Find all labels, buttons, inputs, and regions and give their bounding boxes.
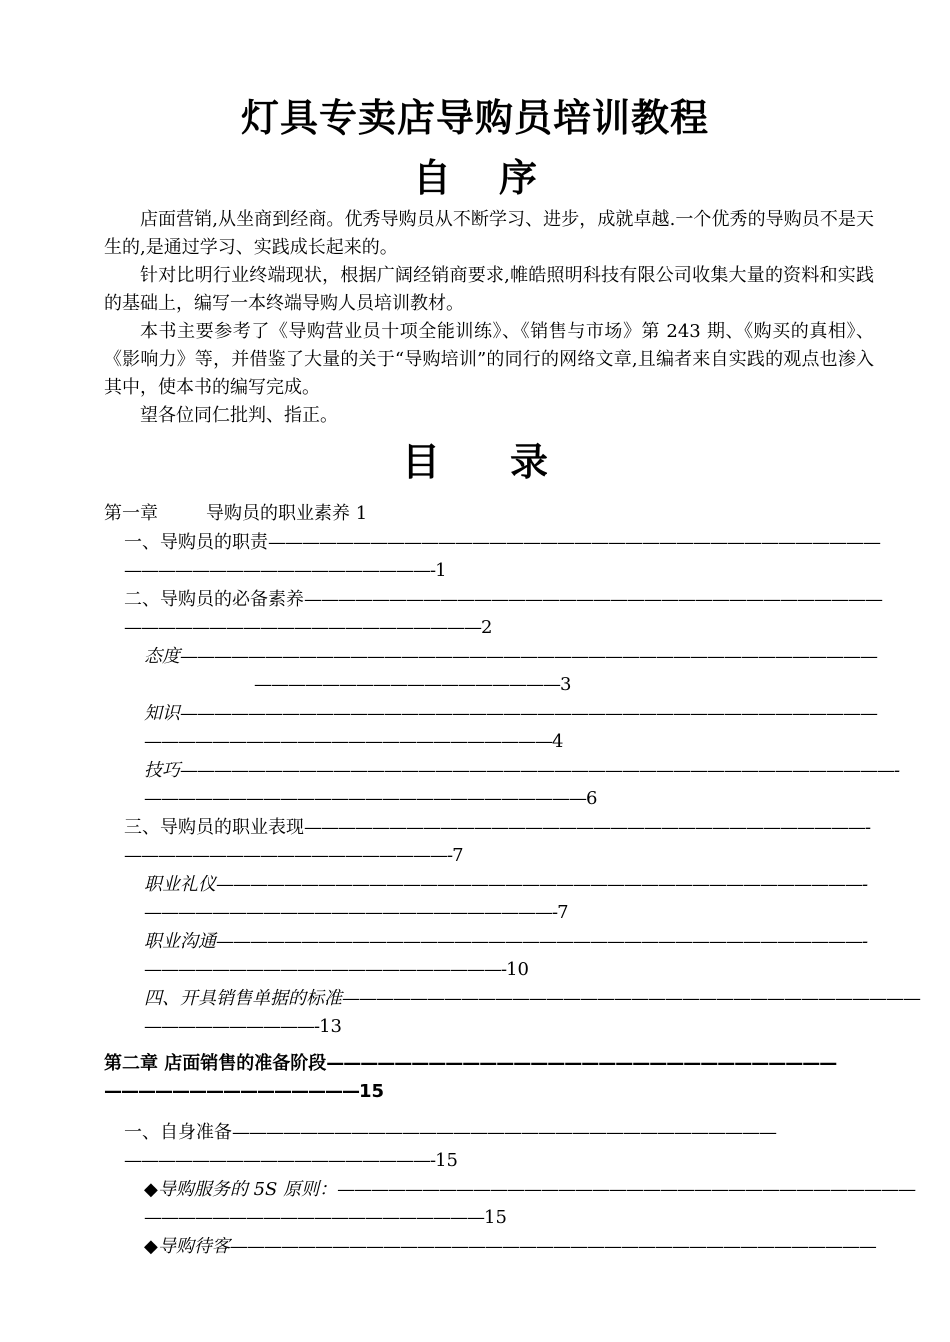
toc-entry-title: 一、导购员的职责 bbox=[124, 531, 268, 553]
leader-dashes: ————————————————————— bbox=[124, 617, 481, 638]
toc-entry-cont bbox=[104, 956, 884, 985]
leader-dashes: —————————————————————————————————————— bbox=[229, 1235, 876, 1257]
toc-entry[interactable] bbox=[104, 700, 884, 729]
toc-entry-title: 知识 bbox=[144, 702, 180, 724]
preface-heading-char-2: 序 bbox=[499, 156, 538, 200]
toc-entry[interactable] bbox=[104, 985, 920, 1014]
toc-page-number: 6 bbox=[586, 788, 598, 809]
leader-dashes: ———————————————————- bbox=[124, 845, 453, 866]
leader-dashes: —————————————————— bbox=[254, 674, 560, 695]
toc-entry-cont bbox=[104, 1078, 884, 1107]
leader-dashes: ————————————————————————————————————————— bbox=[180, 702, 877, 724]
toc-page-number: 4 bbox=[552, 731, 564, 752]
toc-entry-title: 四、开具销售单据的标准 bbox=[144, 987, 342, 1009]
preface-heading-char-1: 自 bbox=[412, 156, 451, 200]
toc-entry-cont bbox=[104, 842, 884, 871]
leader-dashes: —————————————————————————————————- bbox=[304, 816, 871, 838]
toc-entry[interactable] bbox=[104, 928, 884, 957]
toc-page-number: 13 bbox=[319, 1016, 342, 1037]
toc-page-number: 7 bbox=[452, 845, 464, 866]
leader-dashes: ———————————————————— bbox=[144, 1207, 484, 1228]
toc-page-number: 15 bbox=[484, 1207, 507, 1228]
toc-entry[interactable] bbox=[104, 1176, 916, 1205]
toc-entry-cont bbox=[104, 1013, 884, 1042]
leader-dashes: —————————————————————- bbox=[144, 959, 507, 980]
toc-entry-title: ◆导购待客 bbox=[144, 1235, 230, 1257]
leader-dashes: —————————————————————————————————— bbox=[304, 588, 882, 610]
toc-entry[interactable] bbox=[104, 814, 884, 843]
toc-entry[interactable] bbox=[104, 529, 884, 558]
leader-dashes: ——————————————————————————————————————- bbox=[216, 930, 868, 952]
toc-entry-cont bbox=[104, 614, 884, 643]
leader-dashes: ——————————- bbox=[144, 1016, 320, 1037]
toc-chapter-1-label: 第一章 bbox=[104, 503, 158, 524]
preface-paragraph: 望各位同仁批判、指正。 bbox=[140, 405, 338, 426]
toc-entry-title: 态度 bbox=[144, 645, 180, 667]
toc-entry-title: 职业礼仪 bbox=[144, 873, 216, 895]
leader-dashes: ——————————————————————————————————————- bbox=[216, 873, 868, 895]
preface-body bbox=[104, 206, 874, 430]
toc-entry-title: 二、导购员的必备素养 bbox=[124, 588, 304, 610]
leader-dashes: ———————————————————————————————— bbox=[232, 1121, 776, 1143]
preface-paragraph: 本书主要参考了《导购营业员十项全能训练》、《销售与市场》第 243 期、《购买的真相》、《影响力》等，并借鉴了大量的关于“导购培训”的同行的网络文章,且编者来自实践的观点也渗入其中，使本书的编写完成。 bbox=[104, 321, 874, 398]
table-of-contents bbox=[104, 500, 920, 1261]
toc-entry-title: ◆导购服务的 5S 原则： bbox=[144, 1178, 338, 1200]
toc-page-number: 1 bbox=[435, 560, 447, 581]
toc-entry[interactable] bbox=[104, 1233, 884, 1262]
toc-entry-cont bbox=[104, 1147, 884, 1176]
toc-page-number: 10 bbox=[506, 959, 529, 980]
toc-page-number: 7 bbox=[557, 902, 569, 923]
leader-dashes: —————————————————————————————————— bbox=[337, 1178, 916, 1200]
toc-page-number: 15 bbox=[435, 1150, 458, 1171]
toc-chapter-2-title: 第二章 店面销售的准备阶段 bbox=[104, 1052, 327, 1074]
toc-chapter-1[interactable] bbox=[104, 500, 884, 529]
preface-paragraph: 针对比明行业终端现状，根据广阔经销商要求,帷皓照明科技有限公司收集大量的资料和实践的基础上，编写一本终端导购人员培训教材。 bbox=[104, 265, 874, 314]
toc-entry-cont bbox=[104, 1204, 884, 1233]
toc-entry-title: 三、导购员的职业表现 bbox=[124, 816, 304, 838]
toc-entry-cont bbox=[104, 557, 884, 586]
document-title: 灯具专卖店导购员培训教程 bbox=[240, 96, 709, 140]
leader-dashes: ————————————————————————- bbox=[144, 902, 558, 923]
toc-page-number: 2 bbox=[481, 617, 493, 638]
leader-dashes: ——————————————————————————————————————————- bbox=[180, 759, 900, 781]
toc-entry-title: 技巧 bbox=[144, 759, 180, 781]
toc-chapter-2[interactable] bbox=[104, 1050, 884, 1079]
toc-heading bbox=[0, 440, 950, 486]
toc-entry-cont bbox=[104, 899, 884, 928]
toc-entry[interactable] bbox=[104, 643, 884, 672]
leader-dashes: ——————————————— bbox=[104, 1081, 359, 1102]
toc-entry[interactable] bbox=[104, 586, 884, 615]
toc-heading-char-1: 目 bbox=[401, 440, 440, 484]
toc-chapter-1-title: 导购员的职业素养 1 bbox=[206, 503, 368, 524]
preface-heading bbox=[0, 156, 950, 202]
leader-dashes: ————————————————————————————————————————— bbox=[180, 645, 877, 667]
toc-entry[interactable] bbox=[104, 871, 884, 900]
toc-entry-cont bbox=[104, 785, 884, 814]
toc-entry-cont bbox=[104, 728, 884, 757]
leader-dashes: —————————————————————————————— bbox=[326, 1052, 837, 1074]
toc-page-number: 15 bbox=[359, 1081, 385, 1102]
toc-entry-title: 一、自身准备 bbox=[124, 1121, 232, 1143]
toc-entry-cont bbox=[104, 671, 884, 700]
leader-dashes: ——————————————————- bbox=[124, 560, 436, 581]
leader-dashes: —————————————————————————————————— bbox=[342, 987, 920, 1009]
toc-entry-title: 职业沟通 bbox=[144, 930, 216, 952]
leader-dashes: —————————————————————————— bbox=[144, 788, 586, 809]
leader-dashes: ———————————————————————————————————— bbox=[268, 531, 880, 553]
toc-page-number: 3 bbox=[560, 674, 572, 695]
toc-entry[interactable] bbox=[104, 1119, 884, 1148]
leader-dashes: ——————————————————- bbox=[124, 1150, 436, 1171]
toc-entry[interactable] bbox=[104, 757, 900, 786]
leader-dashes: ———————————————————————— bbox=[144, 731, 552, 752]
toc-heading-char-2: 录 bbox=[510, 440, 549, 484]
preface-paragraph: 店面营销,从坐商到经商。优秀导购员从不断学习、进步，成就卓越.一个优秀的导购员不是天生的,是通过学习、实践成长起来的。 bbox=[104, 209, 874, 258]
